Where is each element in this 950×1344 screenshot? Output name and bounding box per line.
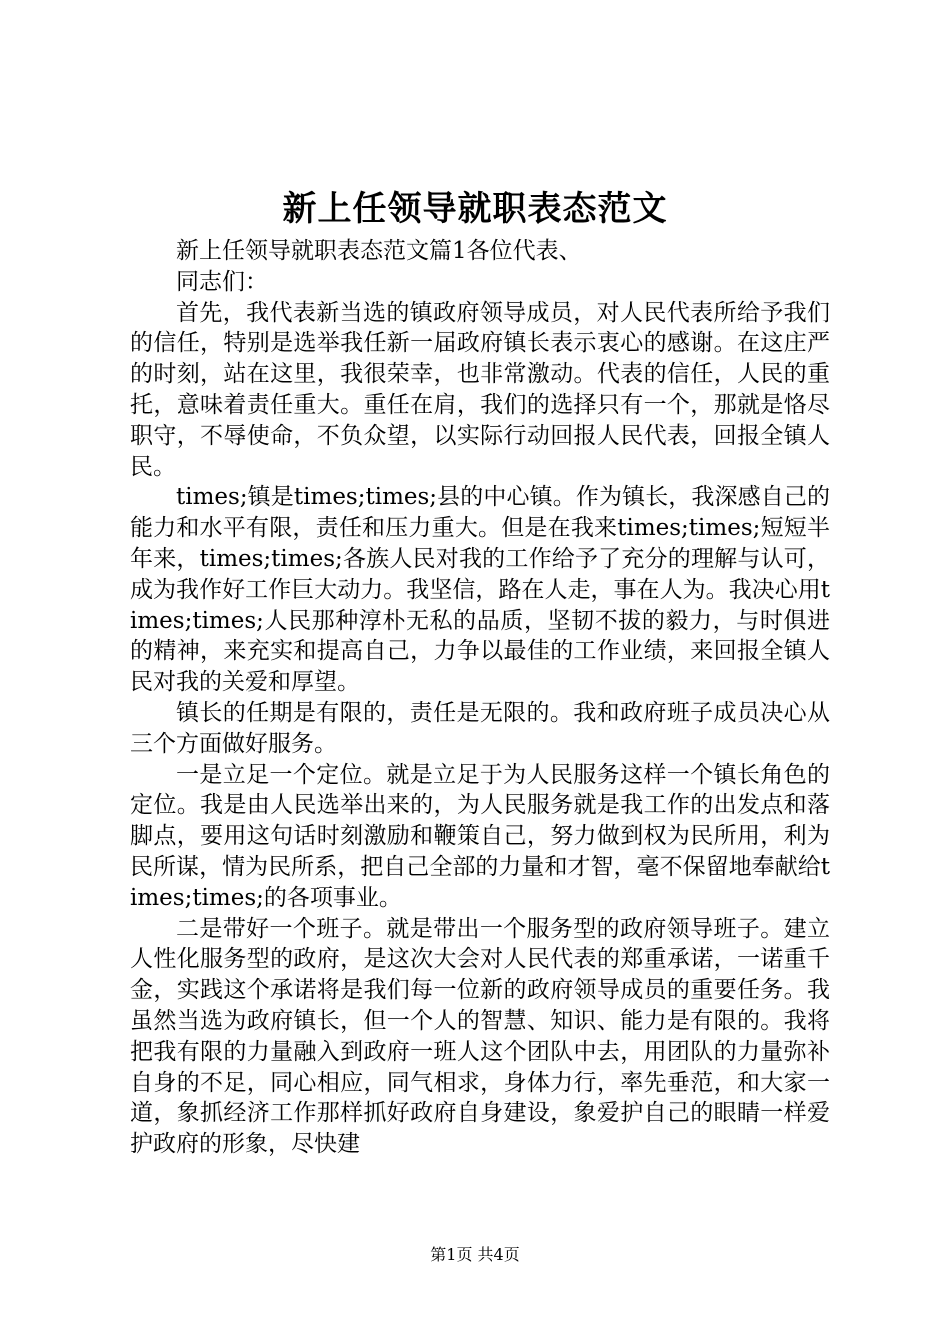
document-body: [130, 236, 830, 1160]
page-footer: 第1页 共4页: [430, 1245, 520, 1264]
document-title: 新上任领导就职表态范文: [282, 189, 668, 229]
paragraph-salutation: 同志们：: [176, 268, 268, 295]
paragraph-three-aspects: 镇长的任期是有限的，责任是无限的。我和政府班子成员决心从三个方面做好服务。: [130, 699, 830, 757]
paragraph-thanks: 首先，我代表新当选的镇政府领导成员，对人民代表所给予我们的信任，特别是选举我任新一届政府镇长表示衷心的感谢。在这庄严的时刻，站在这里，我很荣幸，也非常激动。代表的信任，人民的重托，意味着责任重大。重任在肩，我们的选择只有一个，那就是恪尽职守，不辱使命，不负众望，以实际行动回报人民代表，回报全镇人民。: [130, 299, 830, 480]
paragraph-heading-line: 新上任领导就职表态范文篇1各位代表、: [176, 238, 582, 264]
paragraph-point-two: 二是带好一个班子。就是带出一个服务型的政府领导班子。建立人性化服务型的政府，是这次大会对人民代表的郑重承诺，一诺重千金，实践这个承诺将是我们每一位新的政府领导成员的重要任务。我虽然当选为政府镇长，但一个人的智慧、知识、能力是有限的。我将把我有限的力量融入到政府一班人这个团队中去，用团队的力量弥补自身的不足，同心相应，同气相求，身体力行，率先垂范，和大家一道，象抓经济工作那样抓好政府自身建设，象爱护自己的眼睛一样爱护政府的形象，尽快建: [130, 915, 830, 1158]
paragraph-point-one: 一是立足一个定位。就是立足于为人民服务这样一个镇长角色的定位。我是由人民选举出来的，为人民服务就是我工作的出发点和落脚点，要用这句话时刻激励和鞭策自己，努力做到权为民所用，利为民所谋，情为民所系，把自己全部的力量和才智，毫不保留地奉献给times;times;的各项事业。: [130, 761, 830, 911]
paragraph-town-intro: times;镇是times;times;县的中心镇。作为镇长，我深感自己的能力和水平有限，责任和压力重大。但是在我来times;times;短短半年来，times;times;各族人民对我的工作给予了充分的理解与认可，成为我作好工作巨大动力。我坚信，路在人走，事在人为。我决心用times;times;人民那种淳朴无私的品质，坚韧不拔的毅力，与时俱进的精神，来充实和提高自己，力争以最佳的工作业绩，来回报全镇人民对我的关爱和厚望。: [130, 484, 830, 696]
